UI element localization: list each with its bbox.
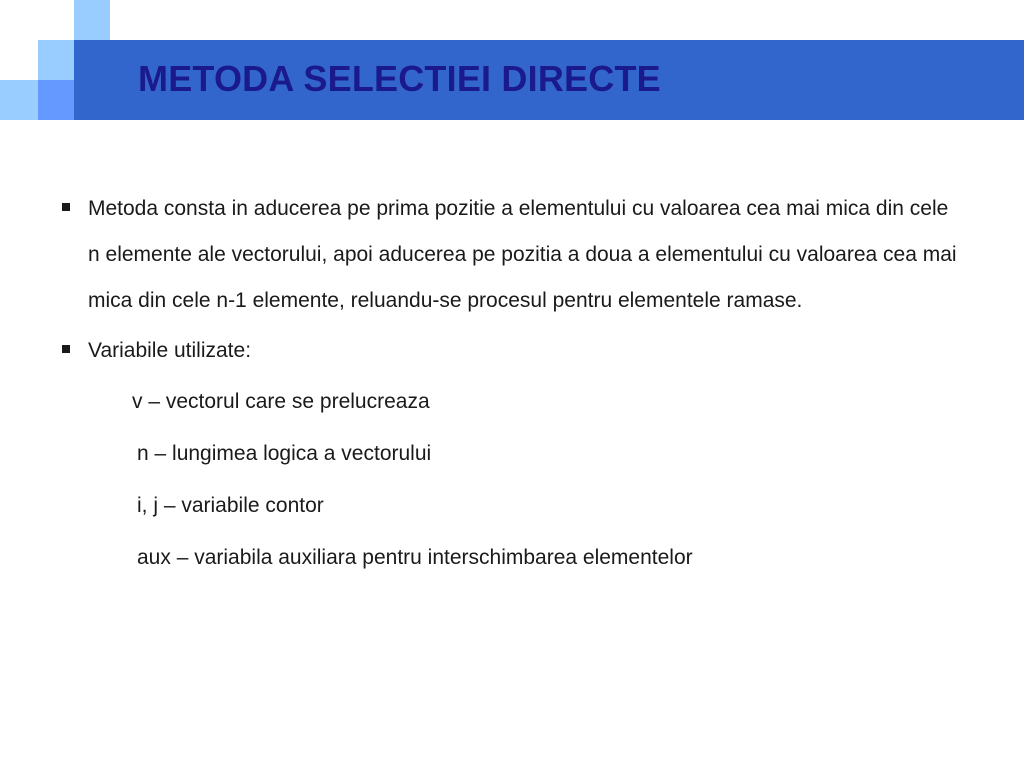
bullet-item [62, 186, 962, 324]
square-bullet-icon [62, 203, 70, 211]
slide-title: METODA SELECTIEI DIRECTE [138, 58, 661, 99]
deco-square-2 [38, 40, 74, 80]
bullet-text: Metoda consta in aducerea pe prima pozitie a elementului cu valoarea cea mai mica din cele n elemente ale vectorului, apoi aducerea pe pozitia a doua a elementului cu valoarea cea mai mica din cele n-1 elemente, reluandu-se procesul pentru elementele ramase. [88, 197, 957, 312]
slide-content [62, 186, 962, 584]
deco-square-4 [0, 80, 38, 120]
variable-line: aux – variabila auxiliara pentru interschimbarea elementelor [137, 546, 693, 569]
variable-line: i, j – variabile contor [137, 494, 324, 517]
variable-line: v – vectorul care se prelucreaza [132, 390, 430, 413]
deco-square-5 [38, 80, 74, 120]
square-bullet-icon [62, 345, 70, 353]
bullet-item [62, 328, 962, 374]
variable-line: n – lungimea logica a vectorului [137, 442, 432, 465]
bullet-text: Variabile utilizate: [88, 339, 252, 362]
deco-square-1 [74, 0, 110, 40]
